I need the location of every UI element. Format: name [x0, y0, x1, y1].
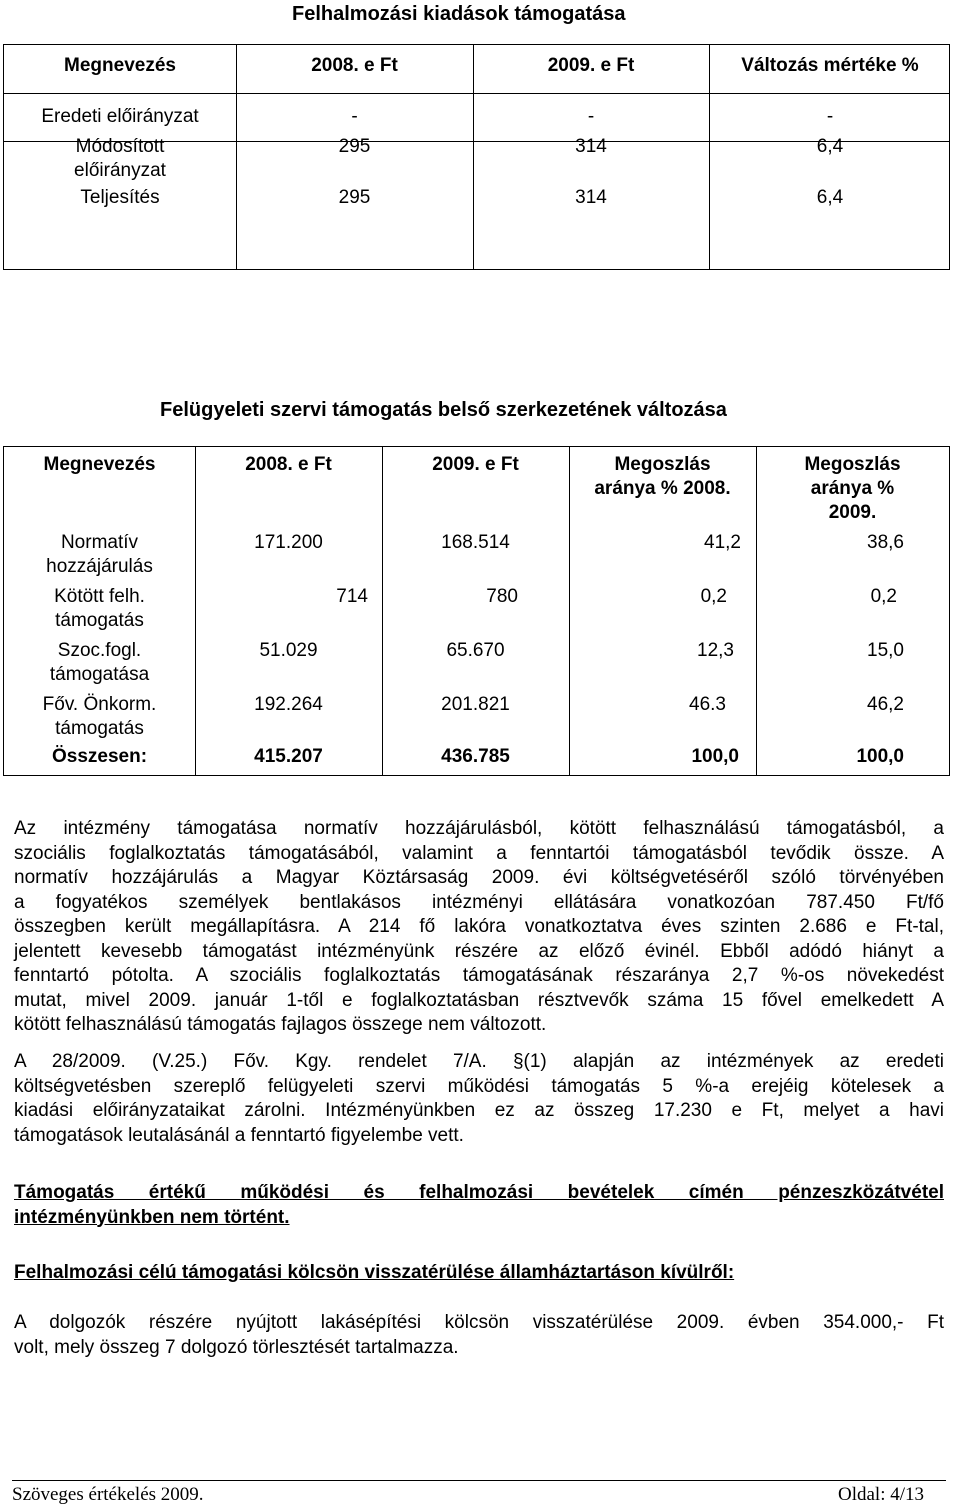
table2-row1-name-l1: Normatív [60, 532, 139, 553]
table2-row1-2008: 171.200 [254, 532, 323, 553]
table1-row1-name: Eredeti előirányzat [41, 106, 199, 127]
table2-row2-name-l2: támogatás [55, 610, 144, 631]
table2-header-share2009-l2: aránya % [810, 478, 895, 499]
footer-page-number: Oldal: 4/13 [838, 1484, 925, 1505]
table2-header-share2009-l3: 2009. [828, 502, 877, 523]
table2-header-share2008-l2: aránya % 2008. [594, 478, 731, 499]
table2-header-2009: 2009. e Ft [432, 454, 519, 475]
table1-row1-change: - [826, 106, 834, 127]
paragraph2-line: kiadási előirányzataikat zárolni. Intézményünkben ez az összeg 17.230 e Ft, melyet a havi [14, 1100, 944, 1121]
table2-total-name: Összesen: [51, 746, 148, 767]
paragraph2-line: költségvetésben szereplő felügyeleti szervi működési támogatás 5 %-a erejéig kötelesek a [14, 1075, 944, 1097]
table2-row4-share2009: 46,2 [867, 694, 904, 715]
table1-row2-2009: 314 [575, 136, 607, 157]
paragraph1-line: fenntartó pótolta. A szociális foglalkoztatás támogatásának részaránya 2,7 %-os növekedést [14, 965, 944, 986]
heading4-text: Felhalmozási célú támogatási kölcsön visszatérülése államháztartáson kívülről: [14, 1262, 735, 1283]
table1-row2-name-l2: előirányzat [74, 160, 166, 181]
table2-total-2008: 415.207 [254, 746, 323, 767]
paragraph-loan-return [14, 1311, 944, 1360]
table1-header-change: Változás mértéke % [741, 55, 919, 76]
table1-row3-2008: 295 [338, 187, 371, 208]
heading-loan-return [14, 1261, 944, 1286]
table2-row1-share2009: 38,6 [867, 532, 904, 553]
heading3-line1: Támogatás értékű működési és felhalmozási bevételek címén pénzeszközátvétel [14, 1182, 944, 1203]
paragraph-regulation [14, 1050, 944, 1148]
table2-row4-name-l1: Főv. Önkorm. [42, 694, 157, 715]
table1-row2-name-l1: Módosított [75, 136, 165, 157]
table1-header-name: Megnevezés [64, 55, 176, 76]
table1-header-2009: 2009. e Ft [547, 55, 635, 76]
heading-no-transfer [14, 1181, 944, 1230]
paragraph1-line: Az intézmény támogatása normatív hozzájárulásból, kötött felhasználású támogatásból, a [14, 818, 944, 839]
support-structure-table [3, 446, 950, 776]
table2-row3-2008: 51.029 [259, 640, 318, 661]
paragraph1-line: szociális foglalkoztatás támogatásából, valamint a fenntartói támogatásból tevődik össze. A [14, 842, 944, 864]
paragraph1-line: a fogyatékos személyek bentlakásos intézményi ellátására vonatkozóan 787.450 Ft/fő [14, 891, 944, 913]
paragraph-support-explanation [14, 817, 944, 1038]
table2-row4-share2008: 46.3 [689, 694, 726, 715]
section-title-capital-expenditure: Felhalmozási kiadások támogatása [292, 3, 626, 25]
table2-row1-name-l2: hozzájárulás [46, 556, 153, 577]
table2-total-2009: 436.785 [441, 746, 510, 767]
heading3-line2: intézményünkben nem történt. [14, 1206, 290, 1228]
table1-row2-2008: 295 [338, 136, 371, 157]
table1-row3-name: Teljesítés [80, 187, 160, 208]
paragraph3-line: volt, mely összeg 7 dolgozó törlesztését tartalmazza. [14, 1336, 459, 1358]
paragraph1-line: kötött felhasználású támogatás fajlagos összege nem változott. [14, 1014, 547, 1035]
table2-header-name: Megnevezés [43, 454, 156, 475]
table2-row2-2009: 780 [486, 586, 518, 607]
paragraph1-line: normatív hozzájárulás a Magyar Köztársaság 2009. évi költségvetéséről szóló törvényében [14, 867, 944, 888]
paragraph2-line: támogatások leutalásánál a fenntartó figyelembe vett. [14, 1124, 464, 1146]
section-title-support-structure: Felügyeleti szervi támogatás belső szerkezetének változása [160, 399, 727, 421]
table2-row4-2009: 201.821 [441, 694, 510, 715]
footer-divider [12, 1480, 946, 1481]
table2-row2-2008: 714 [336, 586, 368, 607]
table1-row2-change: 6,4 [816, 136, 844, 157]
capital-expenditure-table [3, 44, 950, 270]
table2-row2-name-l1: Kötött felh. [54, 586, 145, 607]
paragraph3-line: A dolgozók részére nyújtott lakásépítési kölcsön visszatérülése 2009. évben 354.000,- Ft [14, 1312, 944, 1333]
table2-row4-name-l2: támogatás [55, 718, 144, 739]
table1-row1-2009: - [587, 106, 595, 127]
table2-header-share2008-l1: Megoszlás [614, 454, 711, 475]
table2-total-share2009: 100,0 [856, 746, 904, 767]
paragraph1-line: mutat, mivel 2009. január 1-től e foglalkoztatásban résztvevők száma 15 fővel emelkedett A [14, 989, 944, 1011]
table2-row2-share2009: 0,2 [870, 586, 897, 607]
table2-row3-share2008: 12,3 [697, 640, 734, 661]
footer-document-title: Szöveges értékelés 2009. [12, 1484, 204, 1505]
table2-row1-share2008: 41,2 [704, 532, 741, 553]
table1-row1-2008: - [351, 106, 358, 127]
table1-row3-change: 6,4 [816, 187, 844, 208]
table2-row3-name-l2: támogatása [49, 664, 150, 685]
table1-header-2008: 2008. e Ft [311, 55, 398, 76]
paragraph1-line: összegben került megállapításra. A 214 fő lakóra vonatkoztatva éves szinten 2.686 e Ft-tal, [14, 916, 944, 937]
table2-header-share2009-l1: Megoszlás [804, 454, 901, 475]
table2-total-share2008: 100,0 [691, 746, 739, 767]
paragraph1-line: jelentett kevesebb támogatást intézményünk részére az előző évinél. Ebből adódó hiányt a [14, 940, 944, 962]
table2-row4-2008: 192.264 [254, 694, 323, 715]
table2-row3-share2009: 15,0 [867, 640, 904, 661]
table2-row3-name-l1: Szoc.fogl. [57, 640, 142, 661]
paragraph2-line: A 28/2009. (V.25.) Főv. Kgy. rendelet 7/A. §(1) alapján az intézmények az eredeti [14, 1051, 944, 1072]
table1-row3-2009: 314 [575, 187, 607, 208]
table2-row1-2009: 168.514 [441, 532, 510, 553]
table2-row2-share2008: 0,2 [700, 586, 727, 607]
table2-header-2008: 2008. e Ft [245, 454, 332, 475]
table2-row3-2009: 65.670 [446, 640, 505, 661]
